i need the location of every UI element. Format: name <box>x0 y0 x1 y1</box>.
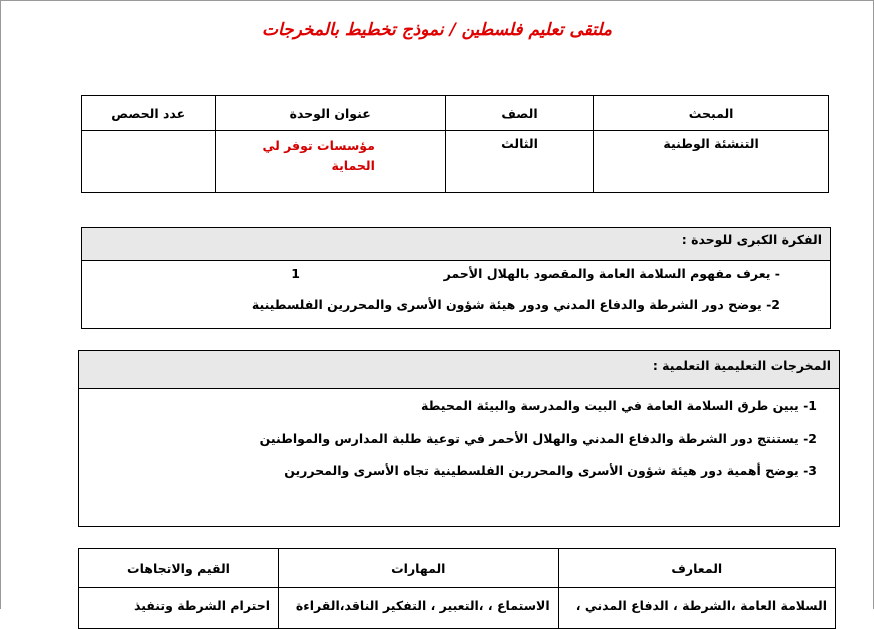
table-row <box>79 588 836 629</box>
outcomes-heading: المخرجات التعليمية التعلمية : <box>79 351 839 389</box>
outcome-item-3: 3- يوضح أهمية دور هيئة شؤون الأسرى والمحررين الفلسطينية تجاه الأسرى والمحررين <box>284 463 817 478</box>
cell-subject: التنشئة الوطنية <box>594 131 829 193</box>
header-lesson-count: عدد الحصص <box>82 96 216 131</box>
table-row <box>82 131 829 193</box>
cell-skills: الاستماع ، ،التعبير ، التفكير الناقد،القراءة <box>279 588 559 629</box>
cell-values: احترام الشرطة وتنفيذ <box>79 588 279 629</box>
unit-info-table <box>81 95 829 193</box>
cell-grade: الثالث <box>445 131 593 193</box>
outcome-item-2: 2- يستنتج دور الشرطة والدفاع المدني والهلال الأحمر في توعية طلبة المدارس والمواطنين <box>259 431 817 446</box>
big-idea-section <box>81 227 831 329</box>
knowledge-skills-table <box>78 548 836 629</box>
cell-unit-title: مؤسسات توفر لي الحماية <box>215 131 445 193</box>
table-header-row <box>79 549 836 588</box>
header-skills: المهارات <box>279 549 559 588</box>
big-idea-heading: الفكرة الكبرى للوحدة : <box>82 228 830 261</box>
big-idea-item-1: - يعرف مفهوم السلامة العامة والمقصود بالهلال الأحمر <box>443 266 780 281</box>
learning-outcomes-section <box>78 350 840 527</box>
header-values: القيم والاتجاهات <box>79 549 279 588</box>
header-grade: الصف <box>445 96 593 131</box>
header-knowledge: المعارف <box>558 549 835 588</box>
big-idea-item-1-number: 1 <box>291 266 300 281</box>
header-unit-title: عنوان الوحدة <box>215 96 445 131</box>
outcome-item-1: 1- يبين طرق السلامة العامة في البيت والمدرسة والبيئة المحيطة <box>420 398 817 413</box>
table-header-row <box>82 96 829 131</box>
page-title: ملتقى تعليم فلسطين / نموذج تخطيط بالمخرجات <box>261 20 613 40</box>
cell-knowledge: السلامة العامة ،الشرطة ، الدفاع المدني ، <box>558 588 835 629</box>
big-idea-item-2: 2- يوضح دور الشرطة والدفاع المدني ودور هيئة شؤون الأسرى والمحررين الفلسطينية <box>251 297 780 312</box>
cell-lesson-count <box>82 131 216 193</box>
header-subject: المبحث <box>594 96 829 131</box>
